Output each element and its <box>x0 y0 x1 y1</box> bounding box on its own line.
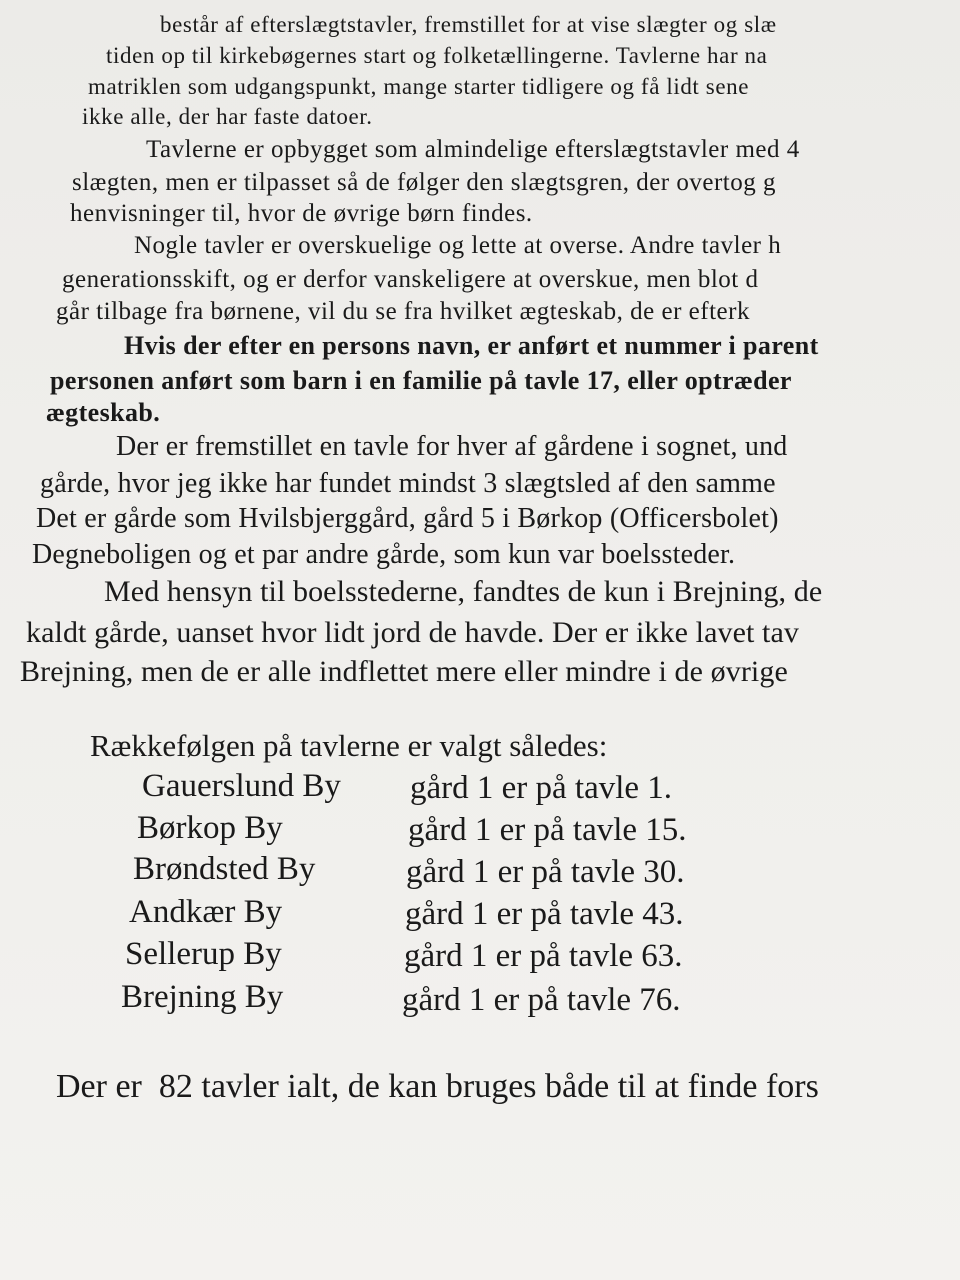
table-row-value: gård 1 er på tavle 63. <box>404 938 683 974</box>
paragraph-6-line-3: Brejning, men de er alle indflettet mere eller mindre i de øvrige <box>20 655 788 688</box>
paragraph-5-line-4: Degneboligen og et par andre gårde, som kun var boelssteder. <box>32 539 736 570</box>
table-row-name: Brøndsted By <box>133 851 316 887</box>
table-row-value: gård 1 er på tavle 1. <box>410 770 673 806</box>
table-row-name: Børkop By <box>137 810 283 846</box>
paragraph-1-line-3: matriklen som udgangspunkt, mange starter tidligere og få lidt sene <box>88 74 750 99</box>
paragraph-1-line-1: består af efterslægtstavler, fremstillet for at vise slægter og slæ <box>160 12 777 37</box>
paragraph-6-line-2: kaldt gårde, uanset hvor lidt jord de havde. Der er ikke lavet tav <box>26 616 799 649</box>
paragraph-2-line-2: slægten, men er tilpasset så de følger den slægtsgren, der overtog g <box>72 169 776 196</box>
table-row-value: gård 1 er på tavle 30. <box>406 854 685 890</box>
closing-line: Der er 82 tavler ialt, de kan bruges både til at finde fors <box>56 1068 819 1105</box>
table-row-value: gård 1 er på tavle 43. <box>405 896 684 932</box>
paragraph-1-line-2: tiden op til kirkebøgernes start og folketællingerne. Tavlerne har na <box>106 43 768 68</box>
paragraph-5-line-2: gårde, hvor jeg ikke har fundet mindst 3 slægtsled af den samme <box>40 468 776 499</box>
paragraph-6-line-1: Med hensyn til boelsstederne, fandtes de kun i Brejning, de <box>104 575 823 608</box>
paragraph-5-line-3: Det er gårde som Hvilsbjerggård, gård 5 i Børkop (Officersbolet) <box>36 503 779 534</box>
table-row-value: gård 1 er på tavle 15. <box>408 812 687 848</box>
paragraph-4-line-1: Hvis der efter en persons navn, er anført et nummer i parent <box>124 331 819 360</box>
table-row-name: Gauerslund By <box>142 768 341 804</box>
paragraph-3-line-3: går tilbage fra børnene, vil du se fra hvilket ægteskab, de er efterk <box>56 298 750 325</box>
paragraph-5-line-1: Der er fremstillet en tavle for hver af gårdene i sognet, und <box>116 431 788 462</box>
paragraph-2-line-1: Tavlerne er opbygget som almindelige efterslægtstavler med 4 <box>146 136 800 163</box>
paragraph-3-line-2: generationsskift, og er derfor vanskeligere at overskue, men blot d <box>62 266 759 293</box>
table-row-name: Andkær By <box>129 894 283 930</box>
table-row-name: Sellerup By <box>125 936 282 972</box>
table-row-value: gård 1 er på tavle 76. <box>402 982 681 1018</box>
paragraph-4-line-2: personen anført som barn i en familie på tavle 17, eller optræder <box>50 366 792 395</box>
table-intro: Rækkefølgen på tavlerne er valgt således: <box>90 728 608 763</box>
paragraph-2-line-3: henvisninger til, hvor de øvrige børn findes. <box>70 200 533 227</box>
paragraph-3-line-1: Nogle tavler er overskuelige og lette at overse. Andre tavler h <box>134 232 782 259</box>
table-row-name: Brejning By <box>121 979 284 1015</box>
paragraph-4-line-3: ægteskab. <box>46 398 161 427</box>
paragraph-1-line-4: ikke alle, der har faste datoer. <box>82 104 373 129</box>
